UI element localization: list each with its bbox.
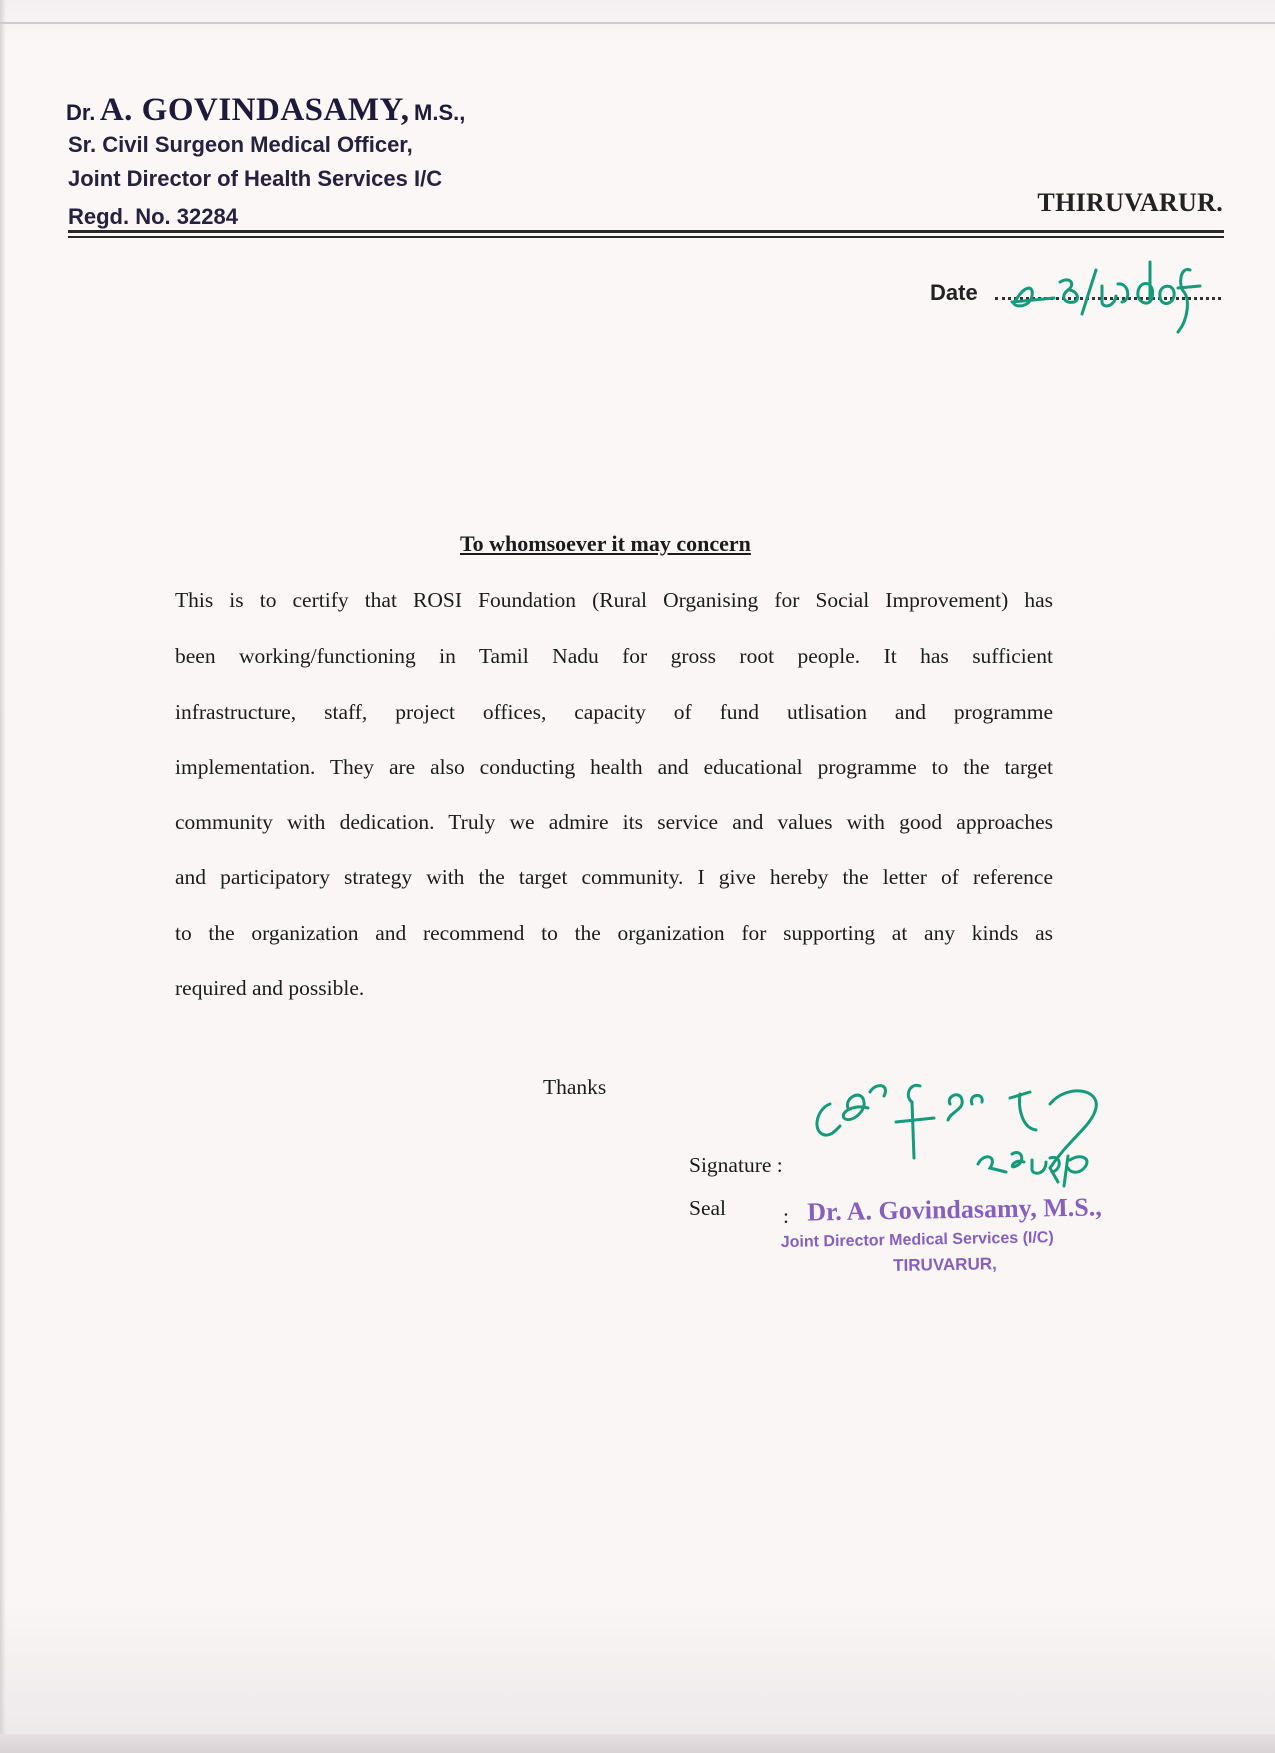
stamp-designation: Joint Director Medical Services (I/C) (780, 1229, 1054, 1251)
page-edge-shadow (0, 0, 6, 1753)
body-line-1: This is to certify that ROSI Foundation (Rural Organising for Social Improvement) has (175, 588, 1053, 612)
body-line-3: infrastructure, staff, project offices, capacity of fund utlisation and programme (175, 700, 1053, 724)
stamp-name: Dr. A. Govindasamy, M.S., (806, 1192, 1102, 1227)
letter-title: To whomsoever it may concern (460, 531, 751, 556)
letterhead-rule-thin (68, 236, 1224, 238)
body-line-6: and participatory strategy with the target community. I give hereby the letter of reference (175, 865, 1053, 889)
body-line-7: to the organization and recommend to the organization for supporting at any kinds as (175, 921, 1053, 945)
handwritten-date (1010, 256, 1210, 336)
body-line-4: implementation. They are also conducting health and educational programme to the target (175, 755, 1053, 779)
seal-label: Seal (689, 1196, 727, 1220)
designation-line-2: Joint Director of Health Services I/C (68, 166, 443, 191)
fold-line (0, 22, 1275, 24)
doctor-degree: M.S., (414, 100, 466, 125)
page-bottom-edge (0, 1734, 1275, 1753)
handwritten-signature (800, 1068, 1140, 1198)
letterhead-rule (68, 230, 1224, 233)
seal-colon: : (783, 1204, 789, 1228)
date-label: Date (930, 280, 978, 305)
stamp-place: TIRUVARUR, (893, 1254, 997, 1276)
letterhead-name (66, 92, 465, 129)
body-line-2: been working/functioning in Tamil Nadu for gross root people. It has sufficient (175, 644, 1053, 668)
body-line-5: community with dedication. Truly we admire its service and values with good approaches (175, 810, 1053, 834)
name-prefix: Dr. (66, 100, 96, 125)
designation-line-1: Sr. Civil Surgeon Medical Officer, (68, 132, 413, 157)
closing-thanks: Thanks (543, 1075, 607, 1099)
city-name: THIRUVARUR. (1037, 188, 1223, 217)
body-line-8: required and possible. (175, 976, 365, 1000)
doctor-name: A. GOVINDASAMY, (99, 92, 410, 128)
signature-label: Signature : (689, 1153, 783, 1177)
registration-number: Regd. No. 32284 (68, 204, 238, 229)
